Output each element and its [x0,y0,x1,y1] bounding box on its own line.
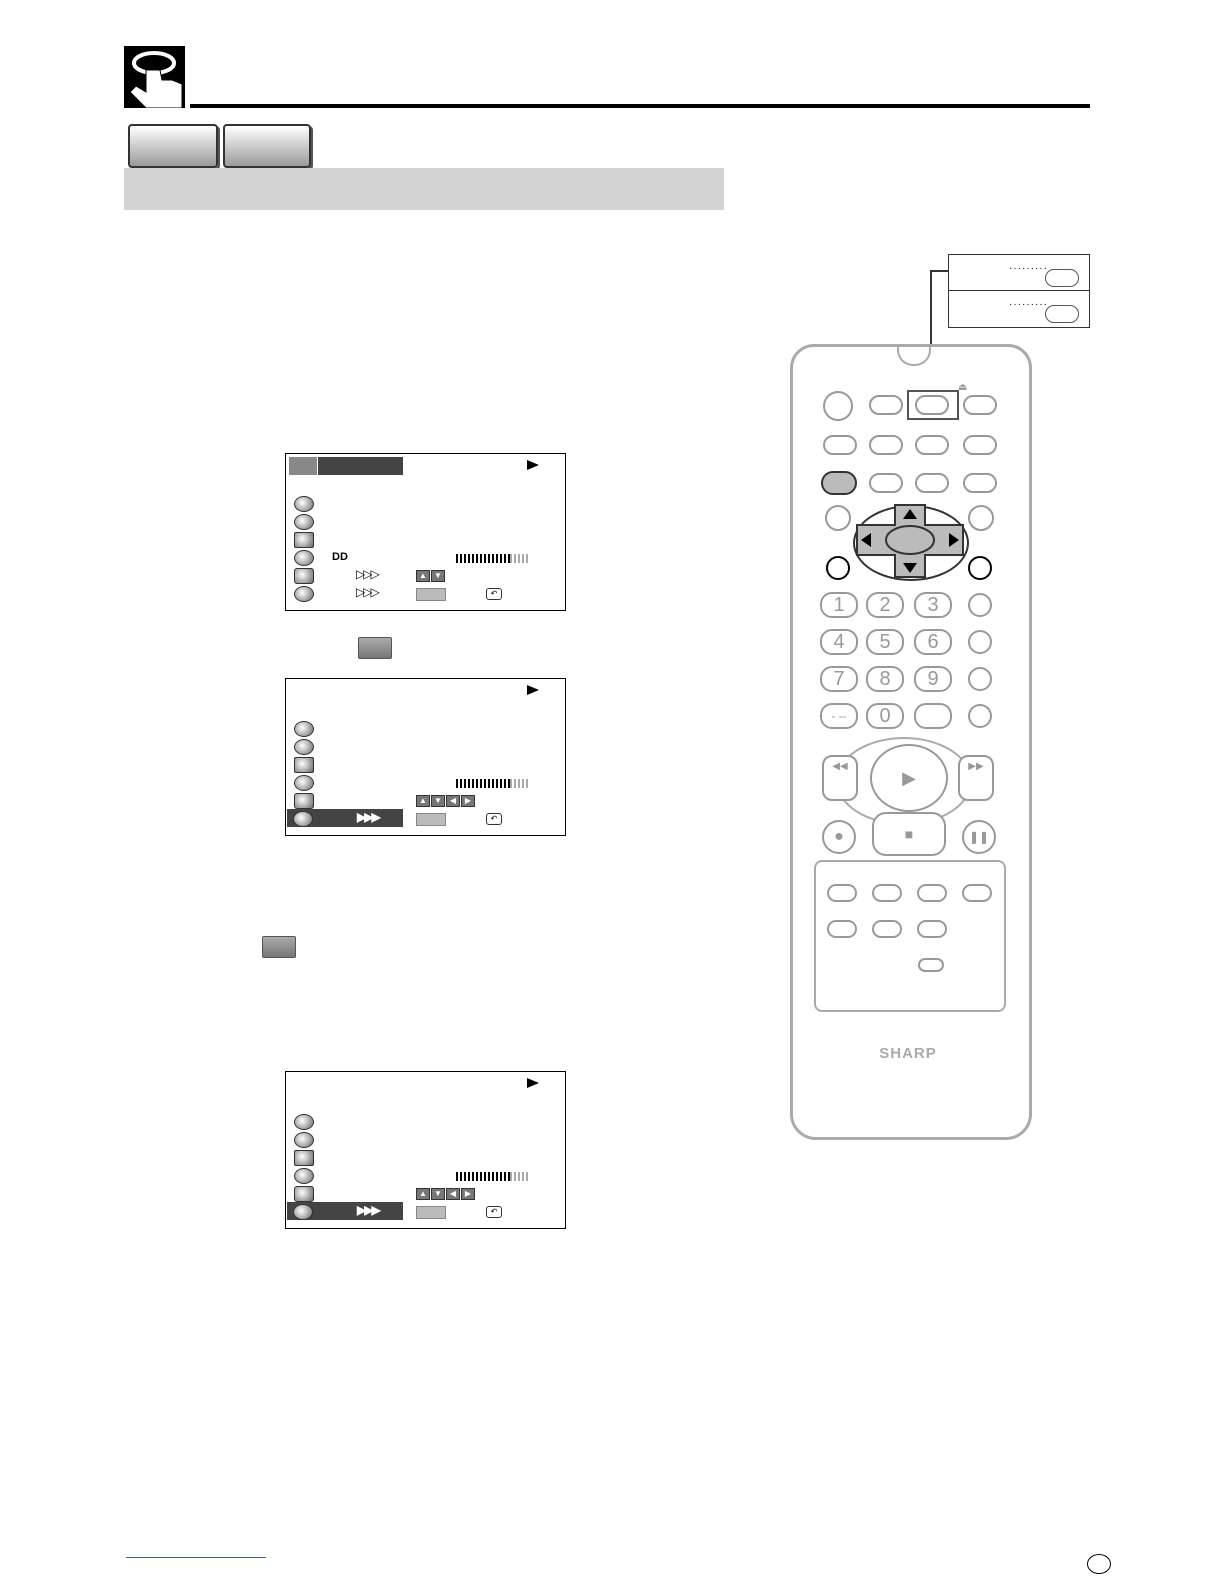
enter-button-icon [416,813,446,826]
number-key-7[interactable]: 7 [820,666,858,692]
remote-button[interactable] [917,920,947,938]
header-rule [190,104,1090,108]
play-button[interactable]: ▶ [870,744,948,812]
button-callout [948,254,1090,328]
record-button[interactable]: ● [822,820,856,854]
number-key-9[interactable]: 9 [914,666,952,692]
section-banner [124,168,724,210]
highlighted-row [287,809,403,827]
down-arrow-icon: ▼ [431,795,445,807]
remote-button[interactable] [962,884,992,902]
setup-button[interactable] [968,556,992,580]
subtitle-icon [294,514,314,530]
stop-button[interactable]: ■ [872,812,946,856]
subtitle-icon [294,739,314,755]
rewind-button[interactable]: ◀◀ [822,755,858,801]
audio-icon [294,775,314,791]
play-icon [527,460,539,470]
disc-icon [294,586,314,602]
disc-icon [293,1204,313,1220]
chevrons-icon: ▶▶▶ [357,810,379,824]
remote-button[interactable] [872,920,902,938]
level-meter [456,554,530,563]
angle-button[interactable] [915,473,949,493]
osd-panel-3 [285,1071,566,1229]
down-arrow-icon: ▼ [431,570,445,582]
tab-dvd [128,124,218,168]
remote-button[interactable] [968,505,994,531]
clock-icon [294,721,314,737]
angle-icon [294,757,314,773]
left-arrow-icon: ◀ [446,1188,460,1200]
hand-pointer-icon [124,46,185,108]
clock-icon [294,496,314,512]
return-button[interactable] [826,556,850,580]
play-icon [527,1078,539,1088]
chevrons-icon: ▷▷▷ [356,585,378,599]
enter-button-icon [416,1206,446,1219]
remote-button[interactable] [968,667,992,691]
number-key-5[interactable]: 5 [866,629,904,655]
skip-forward-button[interactable] [917,884,947,902]
brand-logo: SHARP [879,1045,937,1062]
subtitle-icon [294,1132,314,1148]
highlighted-remote-button[interactable] [821,471,857,495]
up-arrow-icon: ▲ [416,1188,430,1200]
surround-icon [294,568,314,584]
play-icon [527,685,539,695]
dolby-icon: DD [332,551,348,563]
number-key-1[interactable]: 1 [820,592,858,618]
footer-link [126,1557,266,1558]
number-key-6[interactable]: 6 [914,629,952,655]
number-key-3[interactable]: 3 [914,592,952,618]
level-meter [456,1172,530,1181]
return-key-icon [262,936,296,958]
osd-title-bar [318,457,403,475]
remote-button[interactable] [968,593,992,617]
return-icon: ↶ [486,588,502,600]
chevrons-icon: ▶▶▶ [357,1203,379,1217]
slide-switch[interactable] [918,958,944,972]
callout-row-1: ········· [949,255,1089,291]
up-arrow-icon: ▲ [416,795,430,807]
right-arrow-icon: ▶ [461,1188,475,1200]
remote-button[interactable] [827,920,857,938]
remote-button[interactable] [968,704,992,728]
menu-dots-button[interactable] [823,391,853,421]
remote-button[interactable] [968,630,992,654]
remote-button[interactable] [823,435,857,455]
callout-row-2: ········· [949,291,1089,326]
language-badge [1087,1554,1111,1574]
button-icon [1045,269,1079,287]
remote-button[interactable] [869,395,903,415]
tab-vcd [223,124,311,168]
highlighted-row [287,1202,403,1220]
number-key-8[interactable]: 8 [866,666,904,692]
remote-button[interactable] [869,435,903,455]
left-arrow-icon: ◀ [446,795,460,807]
remote-button[interactable] [963,435,997,455]
dash-key[interactable]: - -- [820,703,858,729]
remote-button[interactable] [963,395,997,415]
chevrons-icon: ▷▷▷ [356,567,378,581]
enter-button-icon [416,588,446,601]
repeat-button[interactable] [869,473,903,493]
button-icon [1045,305,1079,323]
pause-button[interactable]: ❚❚ [962,820,996,854]
audio-icon [294,1168,314,1184]
level-meter [456,779,530,788]
osd-panel-1 [285,453,566,611]
right-arrow-icon: ▶ [461,795,475,807]
fast-forward-button[interactable]: ▶▶ [958,755,994,801]
remote-button[interactable] [915,435,949,455]
osd-tab-indicator [289,457,317,475]
disc-icon [293,811,313,827]
surround-icon [294,793,314,809]
angle-icon [294,532,314,548]
number-key-4[interactable]: 4 [820,629,858,655]
down-arrow-icon: ▼ [431,1188,445,1200]
angle-icon [294,1150,314,1166]
number-key-0[interactable]: 0 [866,703,904,729]
return-key-icon [358,637,392,659]
surround-icon [294,1186,314,1202]
dpad[interactable] [855,503,965,579]
remote-button[interactable] [914,703,952,729]
callout-line [930,270,948,272]
up-arrow-icon: ▲ [416,570,430,582]
return-icon: ↶ [486,1206,502,1218]
eject-mark-icon: ⏏ [958,382,968,393]
return-icon: ↶ [486,813,502,825]
eject-button[interactable] [963,473,997,493]
clock-icon [294,1114,314,1130]
skip-back-button[interactable] [872,884,902,902]
remote-button[interactable] [825,505,851,531]
audio-icon [294,550,314,566]
number-key-2[interactable]: 2 [866,592,904,618]
osd-panel-2 [285,678,566,836]
remote-button[interactable] [827,884,857,902]
remote-button-highlighted[interactable] [915,395,949,415]
